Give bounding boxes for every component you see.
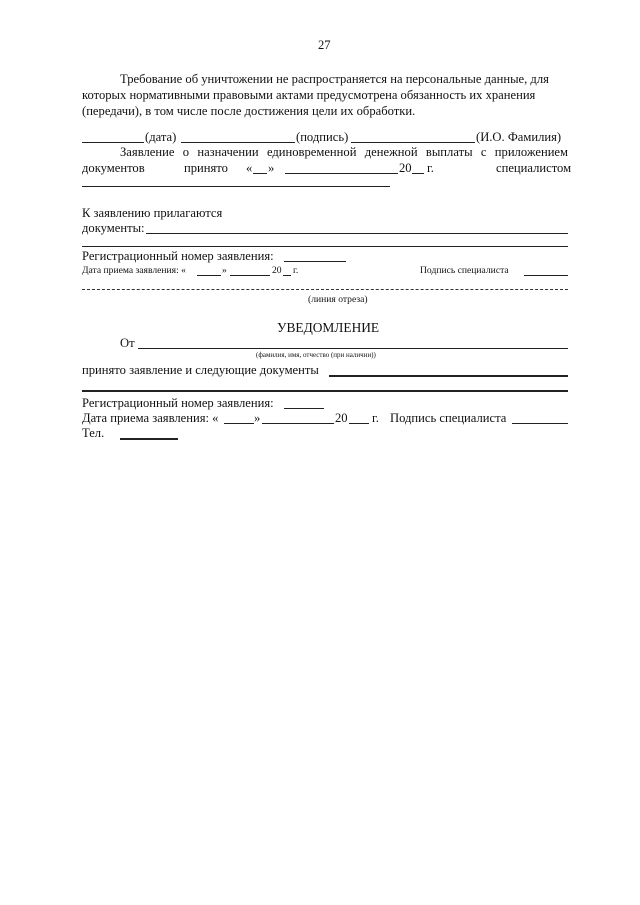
statement-quote-open: « (246, 161, 253, 175)
notice-accepted-line (329, 375, 568, 377)
signature-caption: (подпись) (296, 130, 349, 144)
notice-title: УВЕДОМЛЕНИЕ (277, 320, 380, 335)
statement-year-line (412, 173, 424, 174)
documents-label: документы: (82, 221, 145, 235)
statement-word: приложением (494, 145, 568, 159)
notice-signature-line (512, 423, 568, 424)
statement-documents: документов (82, 161, 145, 175)
date-caption: (дата) (145, 130, 177, 144)
notice-accepted-label: принято заявление и следующие документы (82, 363, 319, 377)
documents-line-2 (82, 246, 568, 247)
statement-line-1 (120, 145, 568, 160)
attachments-heading: К заявлению прилагаются (82, 206, 223, 220)
notice-from-label: От (120, 336, 135, 350)
statement-accepted: принято (184, 161, 228, 175)
notice-phone-label: Тел. (82, 426, 105, 440)
statement-word: выплаты (425, 145, 473, 159)
notice-fio-hint: (фамилия, имя, отчество (при наличии)) (256, 351, 376, 359)
notice-year-line (349, 423, 369, 424)
statement-word: с (480, 145, 487, 159)
intro-line-2: которых нормативными правовыми актами предусмотрена обязанность их хранения (82, 88, 536, 102)
reg-year: 20 (272, 265, 282, 276)
statement-word: назначении (197, 145, 259, 159)
cut-line-label: (линия отреза) (308, 294, 368, 305)
notice-year: 20 (335, 411, 348, 425)
reg-year-suffix: г. (293, 265, 299, 276)
signature-line (181, 142, 295, 143)
notice-date-label: Дата приема заявления: « (82, 411, 219, 425)
notice-phone-line (120, 438, 178, 440)
reg-signature-label: Подпись специалиста (420, 265, 509, 276)
date-line (82, 142, 144, 143)
notice-reg-number-label: Регистрационный номер заявления: (82, 396, 274, 410)
specialist-name-line (82, 186, 390, 187)
documents-line-1 (146, 233, 568, 234)
reg-quote-close: » (222, 265, 227, 276)
statement-month-line (285, 173, 398, 174)
cut-line (82, 289, 568, 290)
notice-quote-close: » (254, 411, 261, 425)
statement-word: Заявление (120, 145, 175, 159)
statement-year: 20 (399, 161, 412, 175)
notice-day-line (224, 423, 254, 424)
statement-word: единовременной (266, 145, 357, 159)
name-line (351, 142, 475, 143)
reg-number-label: Регистрационный номер заявления: (82, 249, 274, 263)
statement-year-suffix: г. (427, 161, 434, 175)
statement-word: денежной (364, 145, 418, 159)
reg-number-line (284, 261, 346, 262)
reg-month-line (230, 275, 270, 276)
notice-documents-line (82, 390, 568, 392)
statement-quote-close: » (268, 161, 275, 175)
statement-day-line (253, 173, 267, 174)
reg-day-line (197, 275, 221, 276)
notice-year-suffix: г. (372, 411, 379, 425)
notice-from-line (138, 348, 568, 349)
intro-line-1: Требование об уничтожении не распространяется на персональные данные, для (120, 72, 549, 86)
reg-year-line (283, 275, 291, 276)
notice-reg-number-line (284, 408, 324, 409)
reg-date-label: Дата приема заявления: « (82, 265, 186, 276)
reg-signature-line (524, 275, 568, 276)
statement-specialist: специалистом (496, 161, 572, 175)
page-number: 27 (318, 38, 331, 52)
name-caption: (И.О. Фамилия) (476, 130, 562, 144)
intro-line-3: (передачи), в том числе после достижения цели их обработки. (82, 104, 416, 118)
notice-signature-label: Подпись специалиста (390, 411, 507, 425)
notice-month-line (262, 423, 334, 424)
statement-word: о (182, 145, 190, 159)
